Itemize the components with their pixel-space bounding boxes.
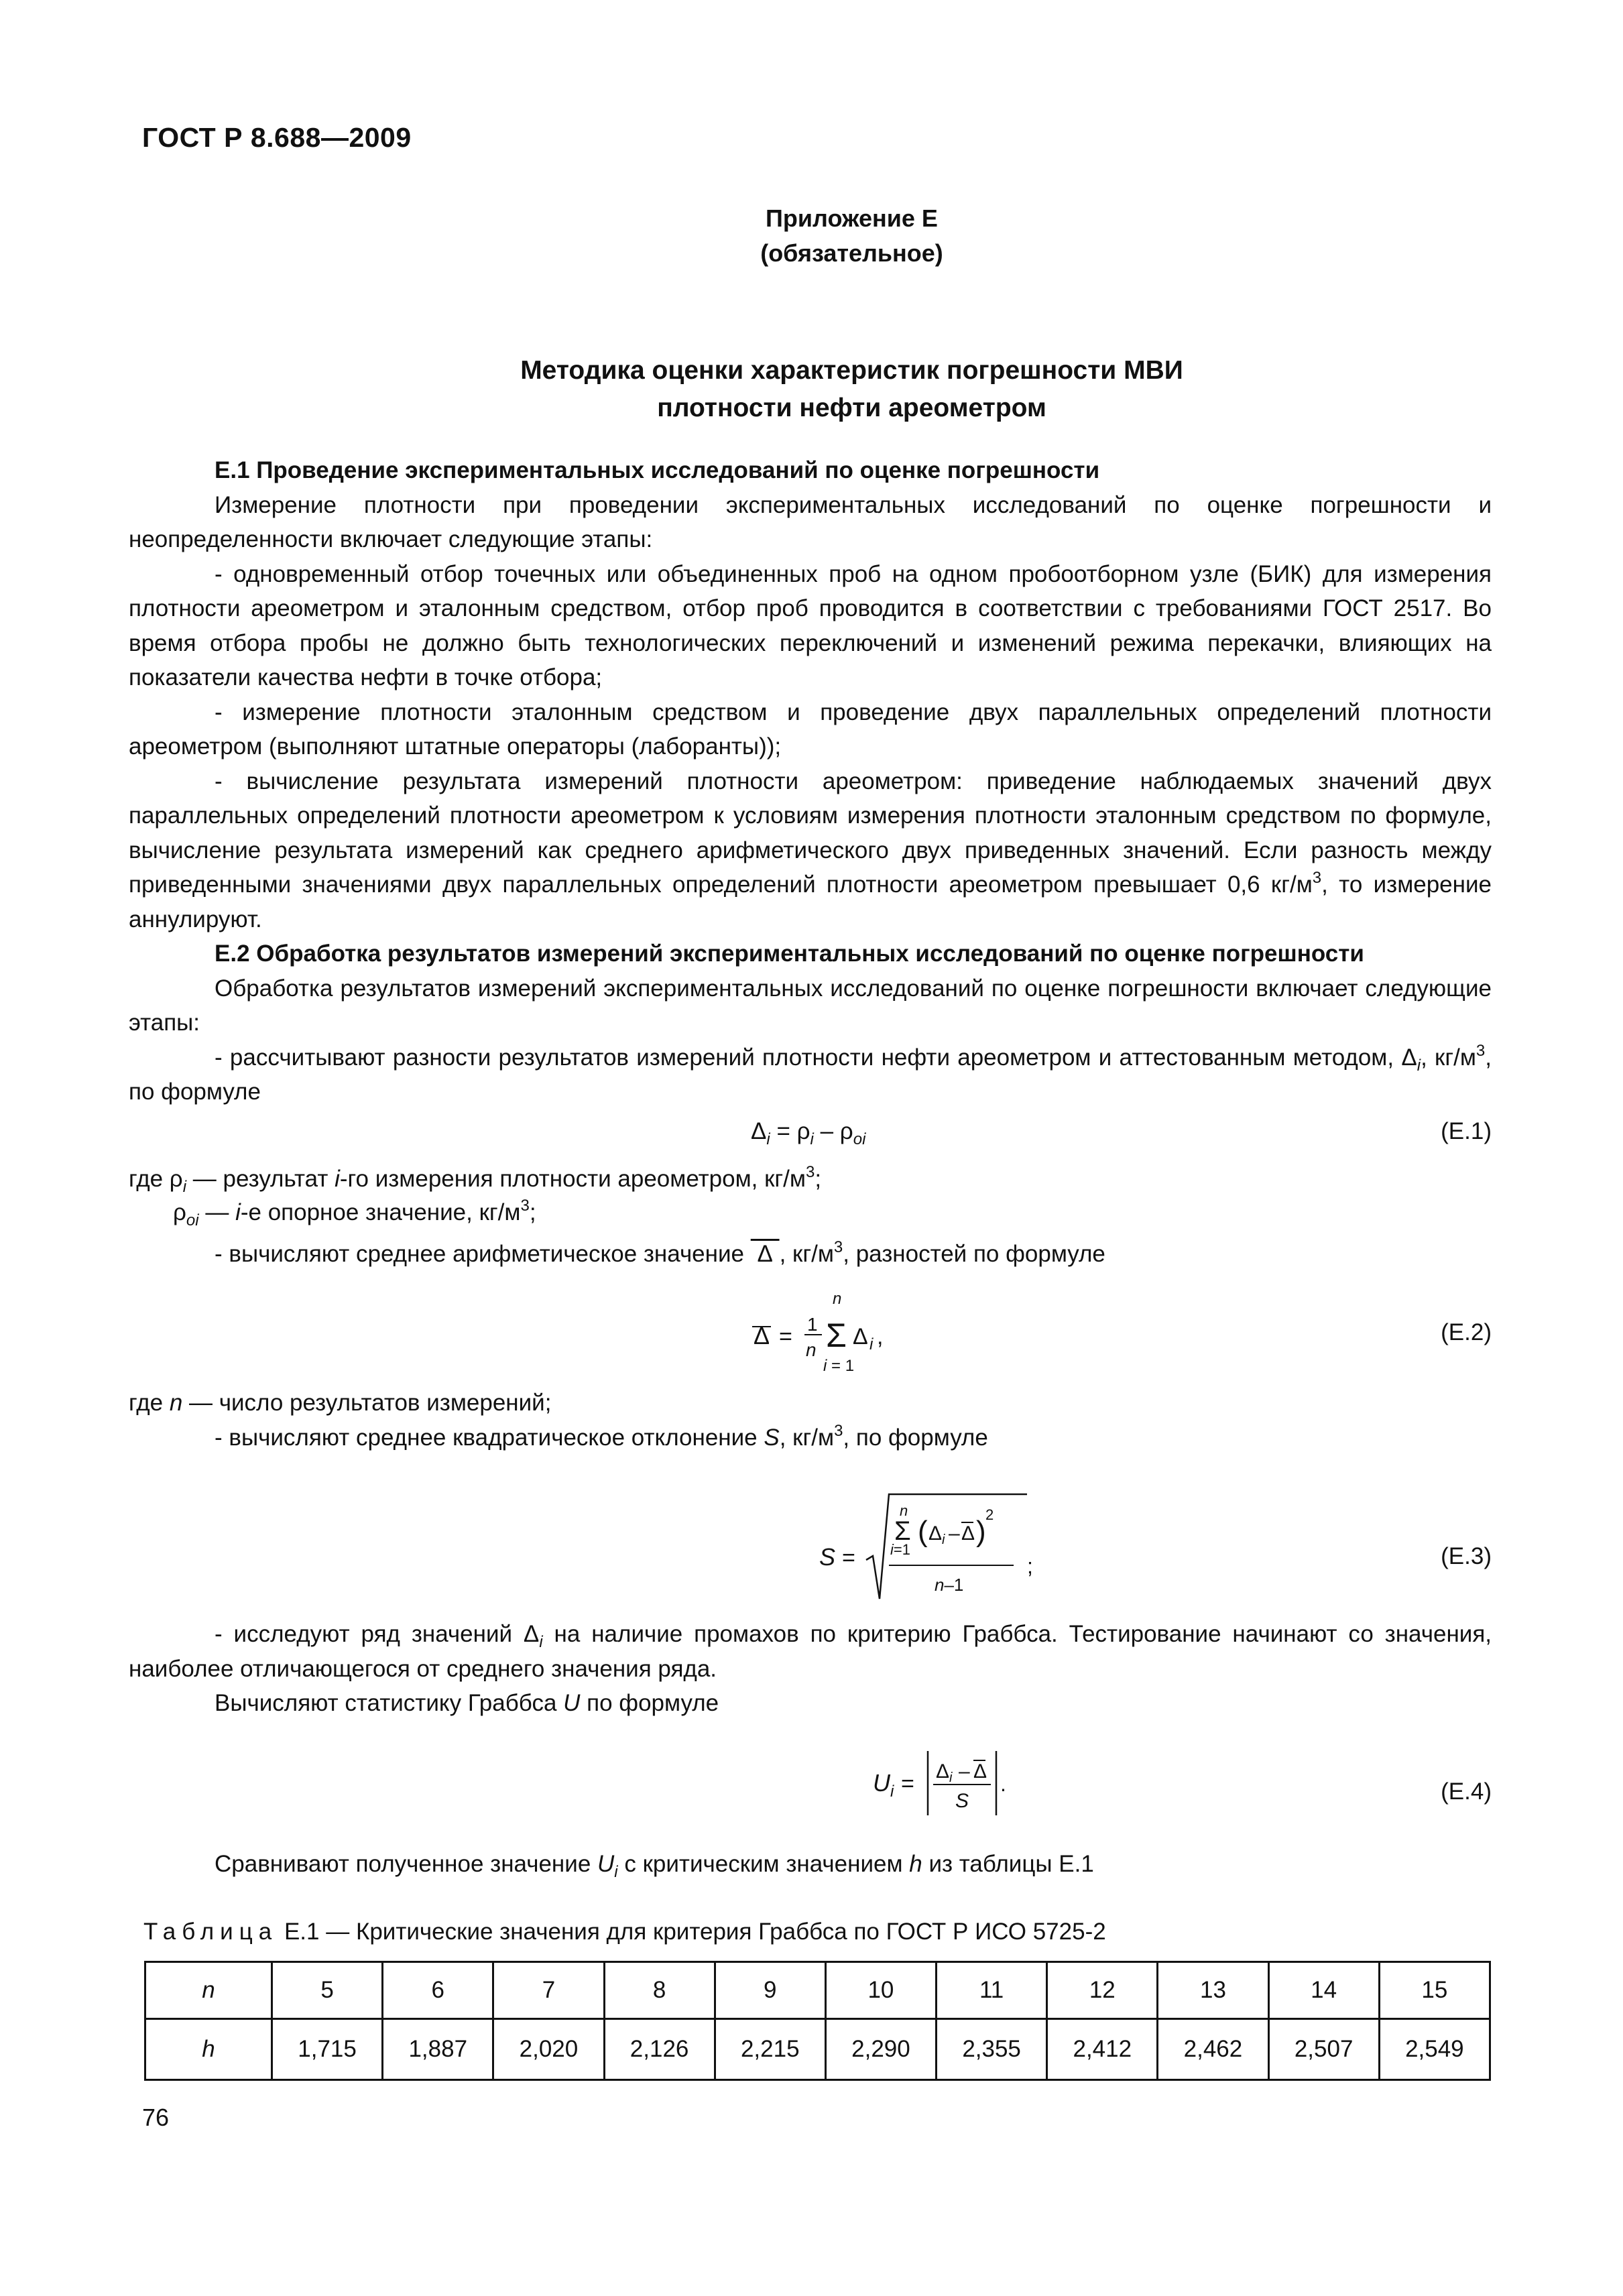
svg-text:=: = (842, 1545, 855, 1571)
svg-text:i: i (942, 1532, 945, 1547)
title-line-1: Методика оценки характеристик погрешности МВИ (520, 356, 1183, 385)
body-text-block-2 (129, 1617, 1492, 1721)
svg-text:i: i (890, 1783, 894, 1801)
table-row-label: n (145, 1962, 272, 2019)
table-caption: Таблица Е.1 — Критические значения для критерия Граббса по ГОСТ Р ИСО 5725-2 (143, 1919, 1106, 1945)
table-cell: 2,126 (604, 2019, 715, 2080)
svg-text:Δ: Δ (928, 1522, 943, 1545)
svg-text:n: n (900, 1502, 908, 1519)
svg-text:1: 1 (807, 1314, 818, 1335)
svg-text:n–1: n–1 (935, 1575, 964, 1595)
table-cell: 2,355 (937, 2019, 1047, 2080)
grubbs-test-text: - исследуют ряд значений $\Delta_i$ на наличие промахов по критерию Граббса. Тестирование начинают со значения, наиболее отличающегося от среднего значения ряда. (129, 1621, 1492, 1682)
formula-e3-number: (Е.3) (1441, 1543, 1492, 1569)
section-1-step-1: - одновременный отбор точечных или объединенных проб на одном пробоотборном узле (БИК) для измерения плотности ареометром и эталонным средством, отбор проб проводится в соответствии с требованиями ГОСТ 2517. Во время отбора пробы не должно быть технологических переключений и изменений режима перекачки, влияющих на показатели качества нефти в точке отбора; (129, 560, 1492, 690)
where-rho-oi: $\rho_{oi}$ — i-е опорное значение, $кг/м^3$; (173, 1197, 536, 1229)
table-cell: 2,549 (1379, 2019, 1490, 2080)
where-n: где n — число результатов измерений; (129, 1390, 552, 1416)
svg-text:n: n (833, 1290, 842, 1308)
table-cell: 8 (604, 1962, 715, 2019)
table-cell: 1,887 (383, 2019, 493, 2080)
formula-e2-row (129, 1290, 1492, 1378)
section-1-step-3: - вычисление результата измерений плотности ареометром: приведение наблюдаемых значений двух параллельных определений плотности ареометром к условиям измерения плотности эталонным средством по формуле, вычисление результата измерений как среднего арифметического двух приведенных значений. Если разность между приведенными значениями двух параллельных определений плотности ареометром превышает 0,6 $кг/м^3$, то измерение аннулируют. (129, 768, 1492, 932)
where-rho-i: где $\rho_i$ — результат i-го измерения плотности ареометром, $кг/м^3$; (129, 1163, 822, 1196)
svg-text:.: . (1000, 1772, 1006, 1796)
formula-e2 (732, 1290, 1014, 1378)
svg-text:Δ: Δ (754, 1322, 770, 1349)
svg-text:;: ; (1027, 1554, 1033, 1578)
table-row-h (145, 2019, 1490, 2080)
table-cell: 11 (937, 1962, 1047, 2019)
table-cell: 13 (1158, 1962, 1268, 2019)
formula-e4 (719, 1743, 1027, 1823)
svg-text:): ) (976, 1515, 986, 1548)
table-cell: 2,215 (715, 2019, 825, 2080)
grubbs-critical-values-table (144, 1961, 1491, 2081)
table-cell: 14 (1268, 1962, 1379, 2019)
section-2-step-1: - рассчитывают разности результатов измерений плотности нефти ареометром и аттестованным методом, $\Delta_i$, $кг/м^3$, по формуле (129, 1041, 1492, 1105)
svg-text:i = 1: i = 1 (823, 1357, 855, 1375)
title-line-2: плотности нефти ареометром (657, 394, 1046, 422)
formula-e3-row (129, 1485, 1492, 1606)
svg-text:–: – (949, 1522, 960, 1545)
document-title (0, 352, 1623, 427)
svg-text:U: U (873, 1769, 890, 1797)
table-cell: 5 (272, 1962, 383, 2019)
grubbs-stat-text: Вычисляют статистику Граббса U по формуле (215, 1690, 719, 1716)
standard-code: ГОСТ Р 8.688—2009 (142, 122, 412, 153)
table-cell: 12 (1047, 1962, 1158, 2019)
appendix-heading (0, 201, 1623, 271)
svg-text:(: ( (918, 1515, 928, 1548)
table-cell: 9 (715, 1962, 825, 2019)
compare-text: Сравнивают полученное значение $U_i$ с критическим значением h из таблицы Е.1 (215, 1851, 1094, 1881)
svg-text:i: i (949, 1770, 953, 1785)
table-cell: 2,412 (1047, 2019, 1158, 2080)
step-mean-text: - вычисляют среднее арифметическое значение Δ , $кг/м^3$, разностей по формуле (215, 1238, 1105, 1267)
svg-text:Δ: Δ (936, 1760, 950, 1783)
svg-text:i=1: i=1 (890, 1541, 910, 1558)
body-text-block-1 (129, 453, 1492, 1109)
svg-text:S: S (819, 1543, 836, 1571)
table-row-n (145, 1962, 1490, 2019)
table-cell: 6 (383, 1962, 493, 2019)
svg-text:Σ: Σ (894, 1516, 911, 1546)
table-row-label: h (145, 2019, 272, 2080)
table-cell: 7 (493, 1962, 604, 2019)
svg-text:2: 2 (985, 1506, 994, 1523)
svg-text:Δ: Δ (961, 1522, 975, 1545)
svg-text:=: = (901, 1771, 914, 1797)
table-cell: 2,290 (825, 2019, 936, 2080)
section-2-heading: Е.2 Обработка результатов измерений экспериментальных исследований по оценке погрешности (215, 941, 1364, 967)
table-cell: 15 (1379, 1962, 1490, 2019)
table-cell: 2,462 (1158, 2019, 1268, 2080)
svg-text:–: – (959, 1760, 970, 1783)
formula-e4-number: (Е.4) (1441, 1778, 1492, 1805)
formula-e4-row (129, 1743, 1492, 1823)
step-std-text: - вычисляют среднее квадратическое отклонение S, $кг/м^3$, по формуле (215, 1422, 988, 1451)
formula-e2-number: (Е.2) (1441, 1319, 1492, 1345)
section-2-intro: Обработка результатов измерений экспериментальных исследований по оценке погрешности включает следующие этапы: (129, 975, 1492, 1036)
svg-text:S: S (955, 1790, 969, 1812)
page-number: 76 (142, 2104, 170, 2131)
svg-text:Σ: Σ (826, 1317, 847, 1354)
svg-text:n: n (806, 1339, 817, 1360)
svg-text:,: , (877, 1324, 884, 1349)
section-1-heading: Е.1 Проведение экспериментальных исследований по оценке погрешности (215, 457, 1100, 483)
svg-text:i: i (869, 1335, 874, 1353)
formula-e3 (678, 1485, 1054, 1606)
svg-text:Δ: Δ (853, 1324, 868, 1349)
appendix-status: (обязательное) (760, 239, 943, 267)
svg-text:Δ: Δ (973, 1760, 987, 1783)
table-cell: 1,715 (272, 2019, 383, 2080)
svg-text:=: = (779, 1324, 792, 1349)
section-1-intro: Измерение плотности при проведении экспериментальных исследований по оценке погрешности и неопределенности включает следующие этапы: (129, 491, 1492, 552)
appendix-title: Приложение Е (766, 204, 938, 232)
section-1-step-2: - измерение плотности эталонным средством и проведение двух параллельных определений плотности ареометром (выполняют штатные операторы (лаборанты)); (129, 699, 1492, 760)
table-cell: 2,507 (1268, 2019, 1379, 2080)
formula-e1: $\Delta_i = \rho_i - \rho_{oi}$ (751, 1118, 866, 1148)
table-cell: 10 (825, 1962, 936, 2019)
formula-e1-row (129, 1118, 1492, 1158)
formula-e1-number: (Е.1) (1441, 1118, 1492, 1144)
table-cell: 2,020 (493, 2019, 604, 2080)
